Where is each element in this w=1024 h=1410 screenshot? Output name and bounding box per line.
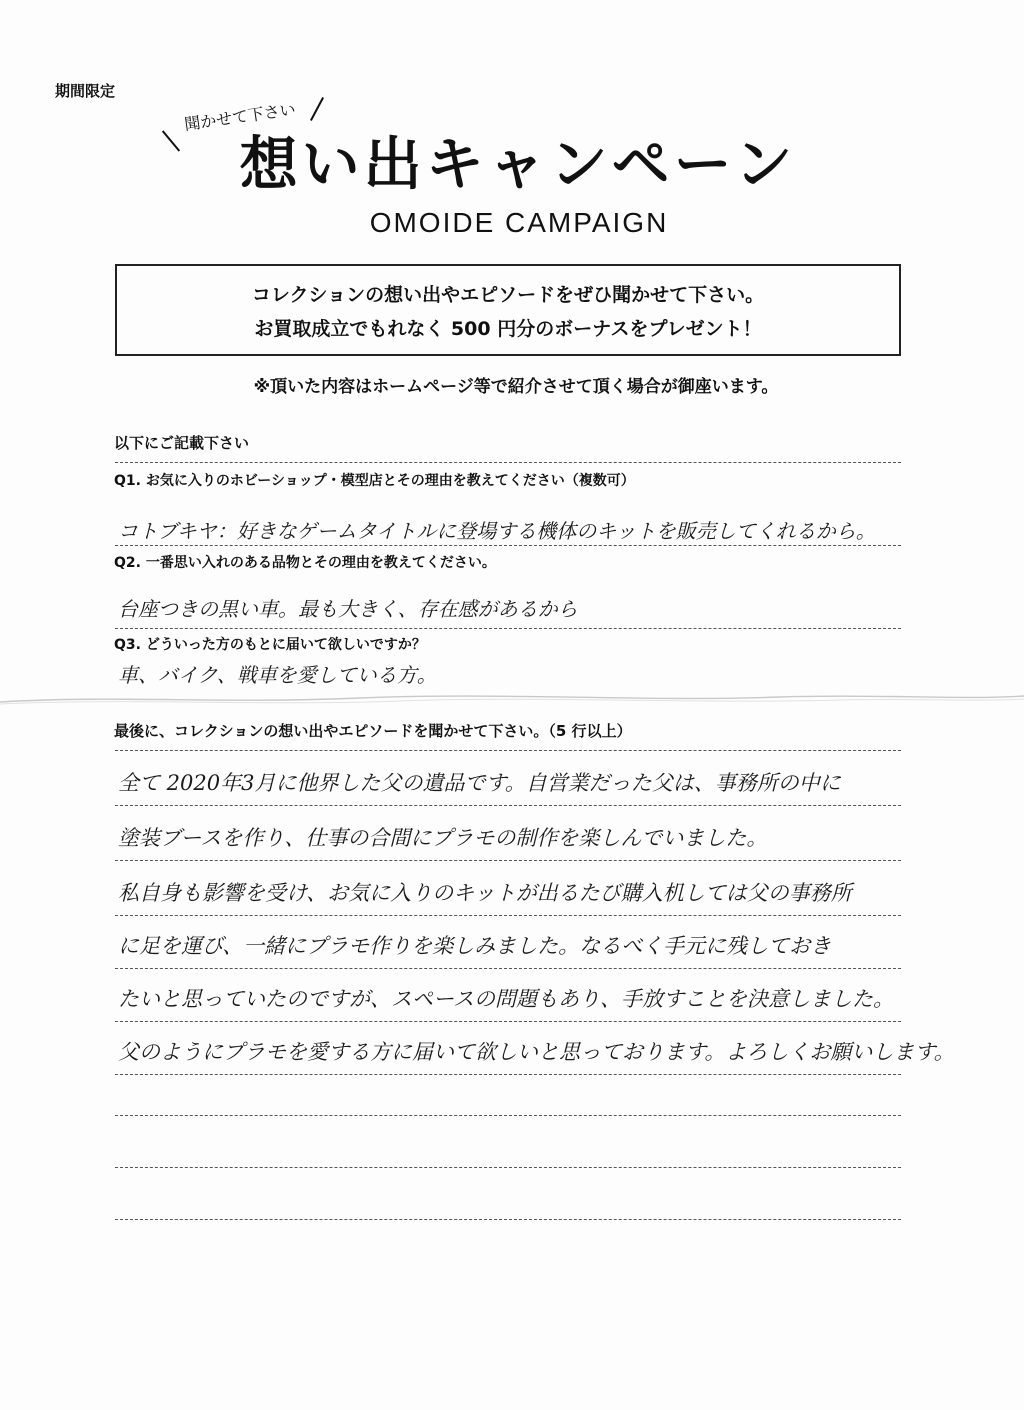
dotted-rule	[115, 805, 901, 806]
notice-line-2: お買取成立でもれなく 500 円分のボーナスをプレゼント！	[254, 318, 762, 340]
question-1-answer: コトブキヤ：好きなゲームタイトルに登場する機体のキットを販売してくれるから。	[118, 519, 876, 543]
question-2-answer: 台座つきの黒い車。最も大きく、存在感があるから	[118, 597, 578, 621]
question-3-answer: 車、バイク、戦車を愛している方。	[118, 663, 437, 687]
disclaimer: ※頂いた内容はホームページ等で紹介させて頂く場合が御座います。	[253, 377, 779, 397]
dotted-rule	[115, 628, 901, 629]
dotted-rule	[115, 915, 901, 916]
question-3-label: Q3. どういった方のもとに届いて欲しいですか？	[114, 637, 426, 653]
dotted-rule	[115, 968, 901, 969]
page-title: 想い出キャンペーン	[239, 130, 797, 198]
episode-line: 全て 2020年3月に他界した父の遺品です。自営業だった父は、事務所の中に	[118, 771, 841, 795]
form-intro-label: 以下にご記載下さい	[114, 434, 250, 452]
dotted-rule	[115, 1219, 901, 1220]
dotted-rule	[115, 750, 901, 751]
question-1-label: Q1. お気に入りのホビーショップ・模型店とその理由を教えてください（複数可）	[114, 473, 635, 489]
dotted-rule	[115, 1167, 901, 1168]
dotted-rule	[115, 1021, 901, 1022]
dotted-rule	[115, 860, 901, 861]
campaign-notice-box	[115, 264, 901, 356]
episode-line: に足を運び、一緒にプラモ作りを楽しみました。なるべく手元に残しておき	[118, 934, 832, 958]
dotted-rule	[115, 1074, 901, 1075]
question-2-label: Q2. 一番思い入れのある品物とその理由を教えてください。	[114, 555, 496, 571]
page-title-english: OMOIDE CAMPAIGN	[369, 207, 669, 238]
episode-line: 塗装ブースを作り、仕事の合間にプラモの制作を楽しんでいました。	[118, 826, 768, 850]
dotted-rule	[115, 545, 901, 546]
episode-line: たいと思っていたのですが、スペースの問題もあり、手放すことを決意しました。	[118, 987, 894, 1011]
tagline: 聞かせて下さい	[183, 99, 297, 135]
episode-label: 最後に、コレクションの想い出やエピソードを聞かせて下さい。（5 行以上）	[114, 722, 632, 740]
episode-line: 私自身も影響を受け、お気に入りのキットが出るたび購入机しては父の事務所	[118, 881, 852, 905]
paper-crease	[0, 692, 1024, 708]
dotted-rule	[115, 462, 901, 463]
notice-line-1: コレクションの想い出やエピソードをぜひ聞かせて下さい。	[251, 284, 765, 306]
episode-line: 父のようにプラモを愛する方に届いて欲しいと思っております。よろしくお願いします。	[118, 1040, 955, 1064]
dotted-rule	[115, 1115, 901, 1116]
limited-time-label: 期間限定	[55, 82, 116, 100]
decorative-slash-right	[310, 97, 324, 121]
